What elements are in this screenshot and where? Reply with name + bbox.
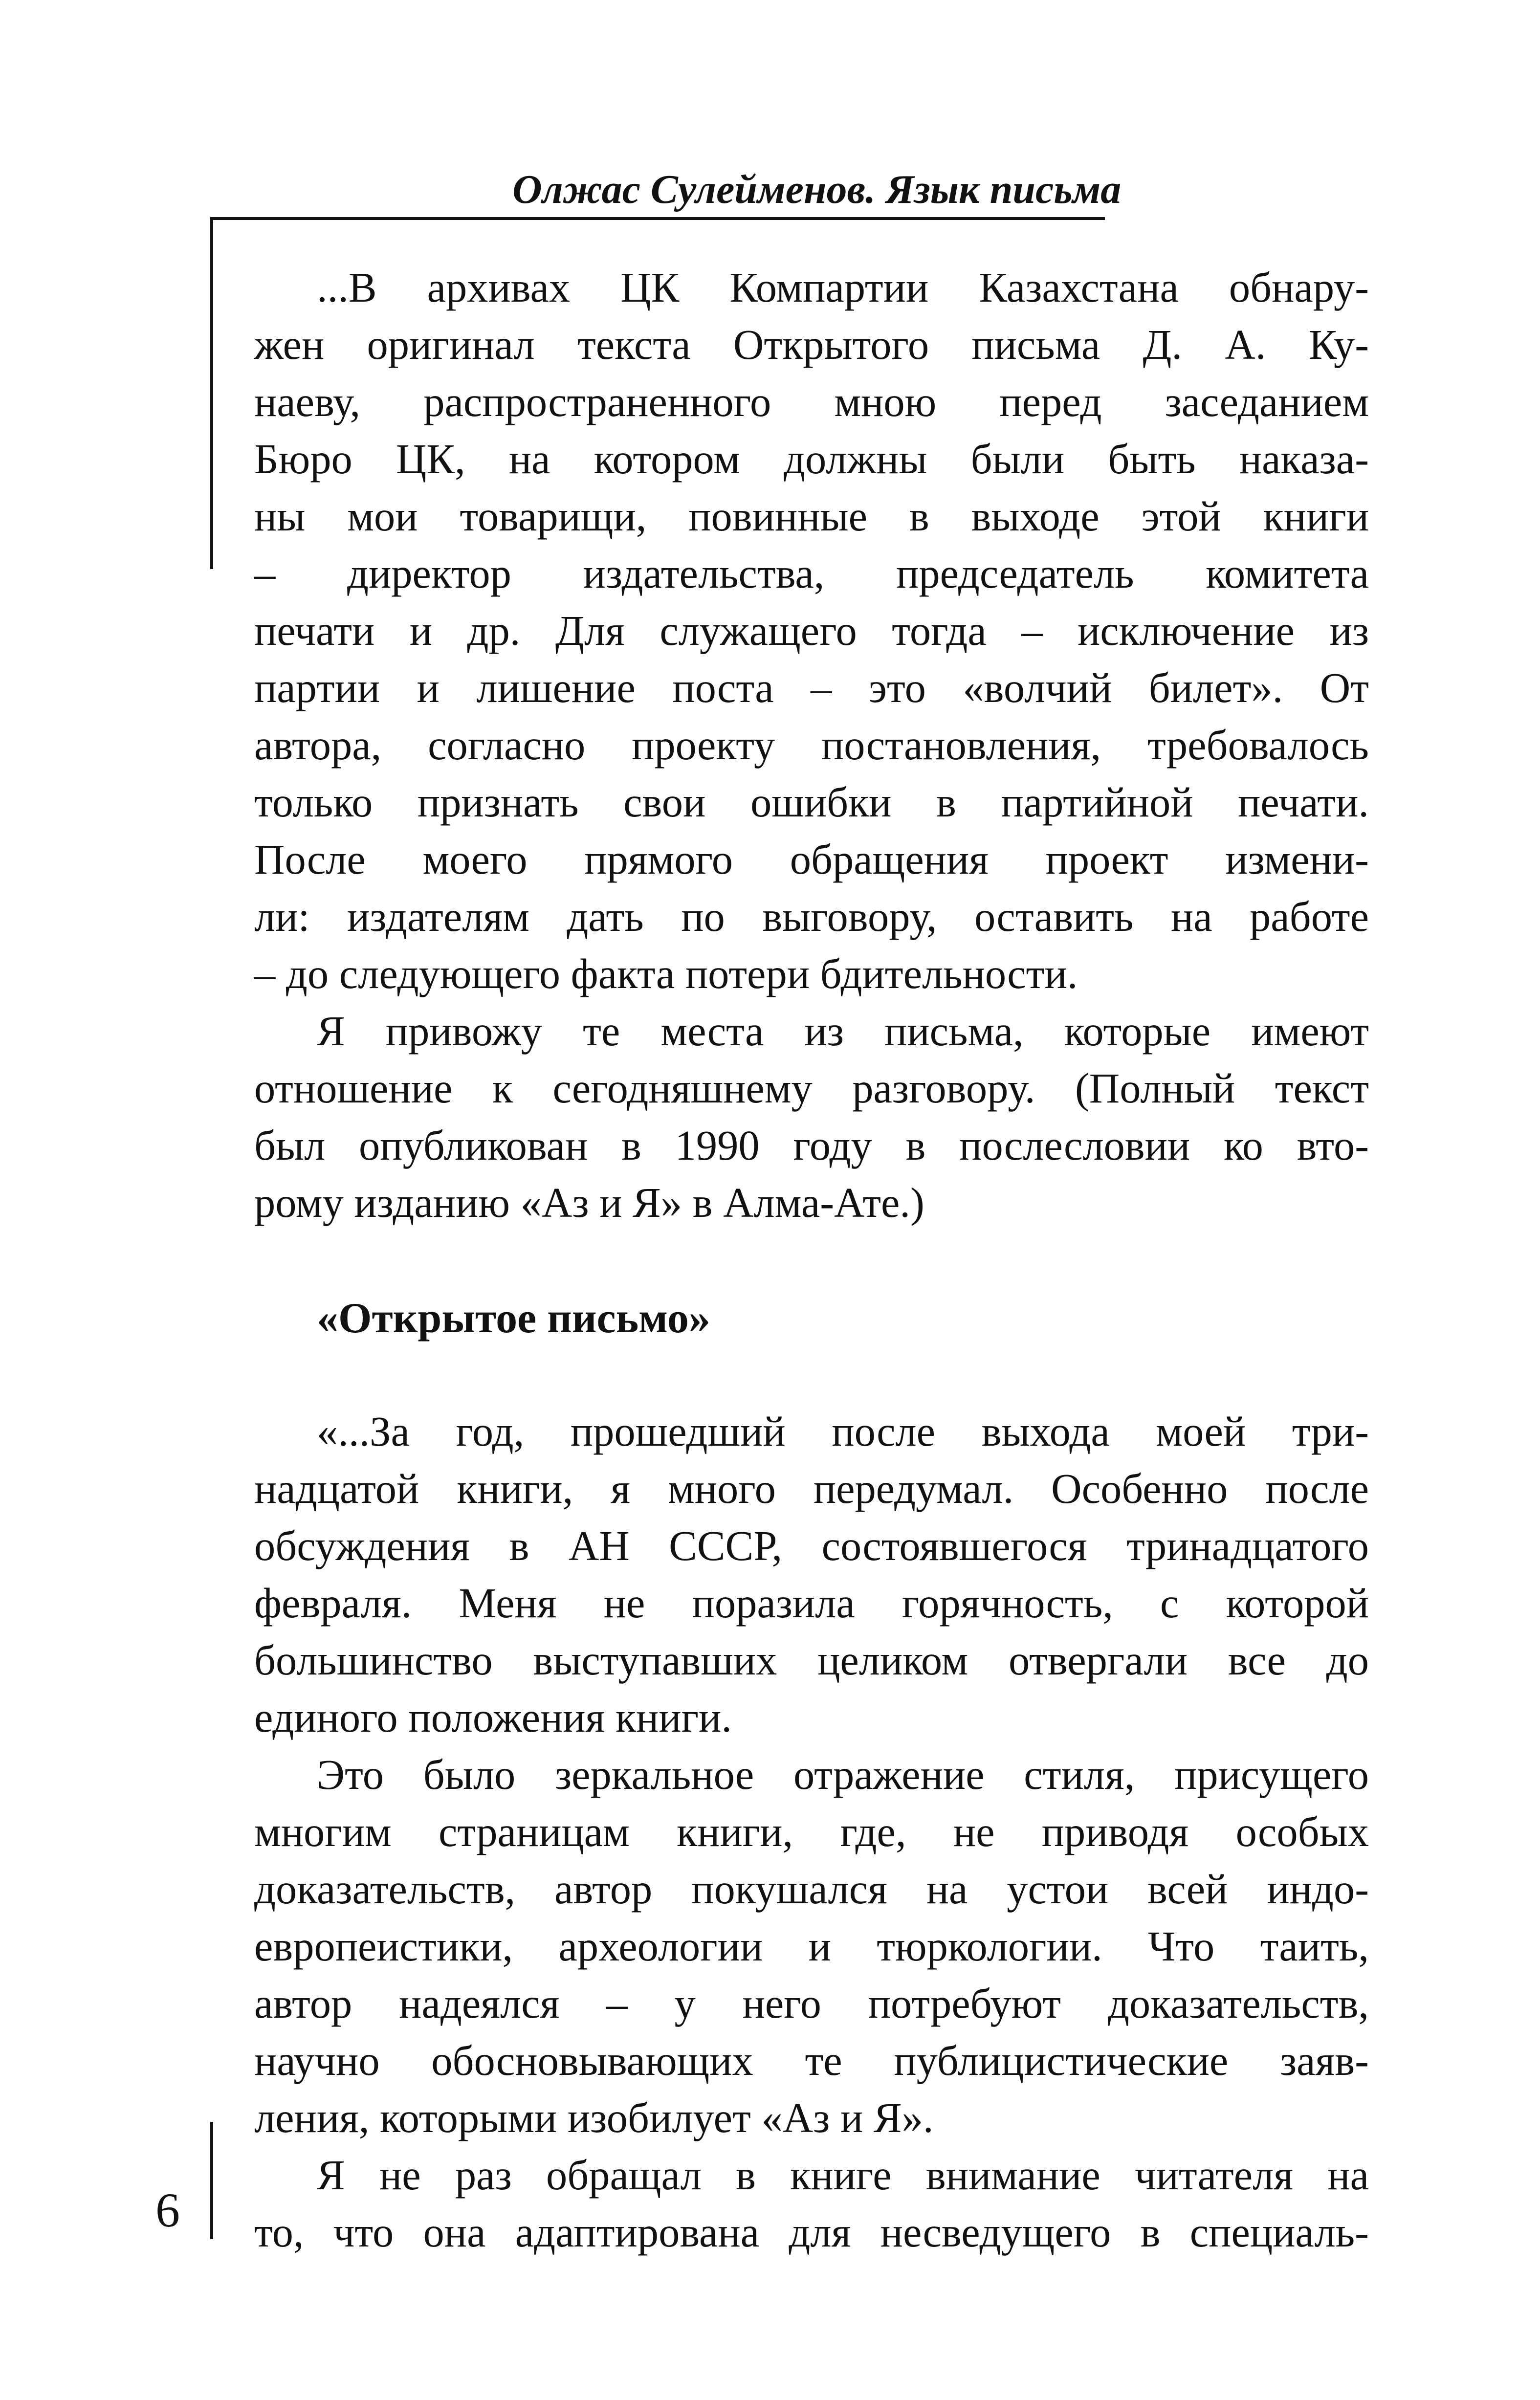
footer-side-rule [210,2122,213,2239]
text-line: то, что она адаптирована для несведущего в специаль- [254,2209,1369,2256]
text-line: большинство выступавших целиком отвергали все до [254,1637,1369,1684]
text-line: отношение к сегодняшнему разговору. (Полный текст [254,1065,1369,1112]
text-line: «...За год, прошедший после выхода моей три- [317,1408,1369,1455]
text-line: После моего прямого обращения проект измени- [254,836,1369,883]
text-line: рому изданию «Аз и Я» в Алма-Ате.) [254,1179,924,1226]
header-rule [210,217,1105,220]
text-line: Я не раз обращал в книге внимание читателя на [317,2152,1369,2199]
text-line: Я привожу те места из письма, которые имеют [317,1008,1369,1055]
text-line: доказательств, автор покушался на устои всей индо- [254,1866,1369,1913]
text-line: Бюро ЦК, на котором должны были быть наказа- [254,436,1369,483]
text-line: – до следующего факта потери бдительности. [254,950,1078,997]
text-line: жен оригинал текста Открытого письма Д. А. Ку- [254,321,1369,368]
text-line: автора, согласно проекту постановления, требовалось [254,722,1369,769]
text-line: был опубликован в 1990 году в послесловии ко вто- [254,1122,1369,1169]
body-text-block-2 [254,1403,1369,2261]
text-line: ли: издателям дать по выговору, оставить на работе [254,893,1369,940]
text-line: обсуждения в АН СССР, состоявшегося тринадцатого [254,1522,1369,1569]
running-header: Олжас Сулейменов. Язык письма [504,165,1119,214]
text-line: Это было зеркальное отражение стиля, присущего [317,1751,1369,1798]
text-line: только признать свои ошибки в партийной печати. [254,779,1369,826]
text-line: – директор издательства, председатель комитета [254,550,1369,597]
text-line: автор надеялся – у него потребуют доказательств, [254,1980,1369,2027]
text-line: партии и лишение поста – это «волчий билет». От [254,664,1369,711]
text-line: научно обосновывающих те публицистические заяв- [254,2037,1369,2084]
text-line: ...В архивах ЦК Компартии Казахстана обнару- [317,264,1369,311]
section-heading: «Открытое письмо» [317,1295,710,1342]
text-line: многим страницам книги, где, не приводя особых [254,1808,1369,1855]
text-line: февраля. Меня не поразила горячность, с которой [254,1580,1369,1627]
page-number: 6 [155,2183,180,2237]
text-line: ны мои товарищи, повинные в выходе этой книги [254,493,1369,540]
text-line: ления, которыми изобилует «Аз и Я». [254,2094,934,2141]
header-side-rule [210,217,213,569]
text-line: единого положения книги. [254,1694,732,1741]
text-line: надцатой книги, я много передумал. Особенно после [254,1465,1369,1512]
body-text-block-1 [254,259,1369,1232]
text-line: наеву, распространенного мною перед заседанием [254,378,1369,425]
text-line: европеистики, археологии и тюркологии. Что таить, [254,1923,1369,1970]
text-line: печати и др. Для служащего тогда – исключение из [254,607,1369,654]
